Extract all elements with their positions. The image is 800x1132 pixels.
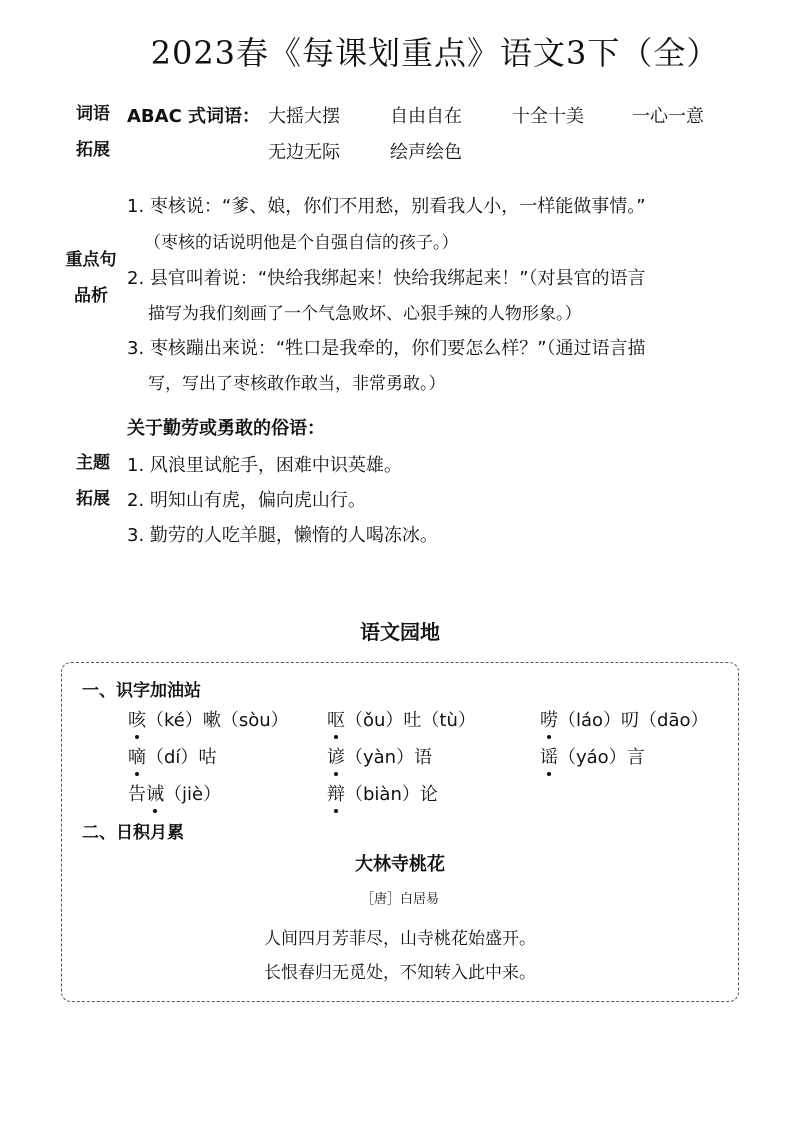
dotted-char: 咳: [128, 706, 146, 732]
section-literacy-title: 一、识字加油站: [82, 681, 201, 701]
dotted-char: 呕: [327, 706, 345, 732]
theme-heading: 关于勤劳或勇敢的俗语：: [127, 418, 325, 439]
pinyin: （ké）: [146, 710, 203, 731]
key-sentence-quote: 3. 枣核蹦出来说：“牲口是我牵的，你们要怎么样？”（通过语言描: [127, 338, 646, 359]
poem-line: 长恨春归无觅处，不知转入此中来。: [264, 963, 536, 983]
dotted-char: 谚: [327, 743, 345, 769]
pinyin: （biàn）: [345, 784, 420, 805]
vocab-word: 一心一意: [632, 106, 704, 127]
proverb-item: 2. 明知山有虎，偏向虎山行。: [127, 490, 366, 511]
vocab-word: 大摇大摆: [268, 106, 340, 127]
char: 论: [419, 784, 438, 805]
key-sentence-note: 描写为我们刻画了一个气急败坏、心狠手辣的人物形象。）: [148, 304, 582, 324]
proverb-item: 3. 勤劳的人吃羊腿，懒惰的人喝冻冰。: [127, 525, 438, 546]
pinyin-word: [128, 780, 221, 806]
theme-label: 主题 拓展: [76, 453, 110, 509]
vocab-word: 自由自在: [390, 106, 462, 127]
key-sentence-quote: 1. 枣核说：“爹、娘，你们不用愁，别看我人小，一样能做事情。”: [127, 196, 646, 217]
pinyin: （sòu）: [220, 710, 289, 731]
char: 嗽: [202, 710, 221, 731]
pinyin: （tù）: [421, 710, 476, 731]
char: 言: [626, 747, 645, 768]
poem-line: 人间四月芳菲尽，山寺桃花始盛开。: [264, 929, 536, 949]
char: 吐: [403, 710, 422, 731]
pinyin: （yáo）: [558, 747, 627, 768]
pinyin-word: [327, 706, 476, 732]
dotted-char: 唠: [540, 706, 558, 732]
poem-author: ［唐］白居易: [360, 892, 439, 907]
pinyin: （jiè）: [164, 784, 222, 805]
char: 语: [414, 747, 433, 768]
pinyin-word: [128, 743, 216, 769]
dotted-char: 辩: [327, 780, 345, 806]
pinyin: （ǒu）: [345, 710, 404, 731]
pinyin-word: [540, 706, 709, 732]
vocab-label: 词语 拓展: [76, 104, 110, 160]
char: 叨: [621, 710, 640, 731]
key-sentence-quote: 2. 县官叫着说：“快给我绑起来！快给我绑起来！”（对县官的语言: [127, 268, 646, 289]
pinyin: （dāo）: [639, 710, 709, 731]
key-sentences-label: 重点句 品析: [65, 250, 117, 306]
dotted-char: 诫: [146, 780, 164, 806]
pinyin-word: [327, 743, 432, 769]
key-sentence-note: （枣核的话说明他是个自强自信的孩子。）: [144, 233, 459, 253]
vocab-word: 无边无际: [268, 142, 340, 163]
pinyin-word: [327, 780, 438, 806]
dotted-char: 谣: [540, 743, 558, 769]
poem-title: 大林寺桃花: [355, 854, 445, 875]
char: 咕: [198, 747, 217, 768]
garden-title: 语文园地: [360, 620, 440, 644]
pinyin: （láo）: [558, 710, 622, 731]
proverb-item: 1. 风浪里试舵手，困难中识英雄。: [127, 455, 402, 476]
pinyin-word: [540, 743, 645, 769]
char: 告: [128, 784, 146, 805]
vocab-word: 十全十美: [512, 106, 584, 127]
pinyin: （yàn）: [345, 747, 415, 768]
dotted-char: 嘀: [128, 743, 146, 769]
section-accumulation-title: 二、日积月累: [82, 823, 184, 843]
vocab-heading: ABAC 式词语：: [127, 106, 261, 127]
key-sentence-note: 写，写出了枣核敢作敢当，非常勇敢。）: [148, 374, 446, 394]
vocab-word: 绘声绘色: [390, 142, 462, 163]
document-title: 2023春《每课划重点》语文3下（全）: [150, 34, 720, 72]
pinyin-word: [128, 706, 289, 732]
pinyin: （dí）: [146, 747, 199, 768]
